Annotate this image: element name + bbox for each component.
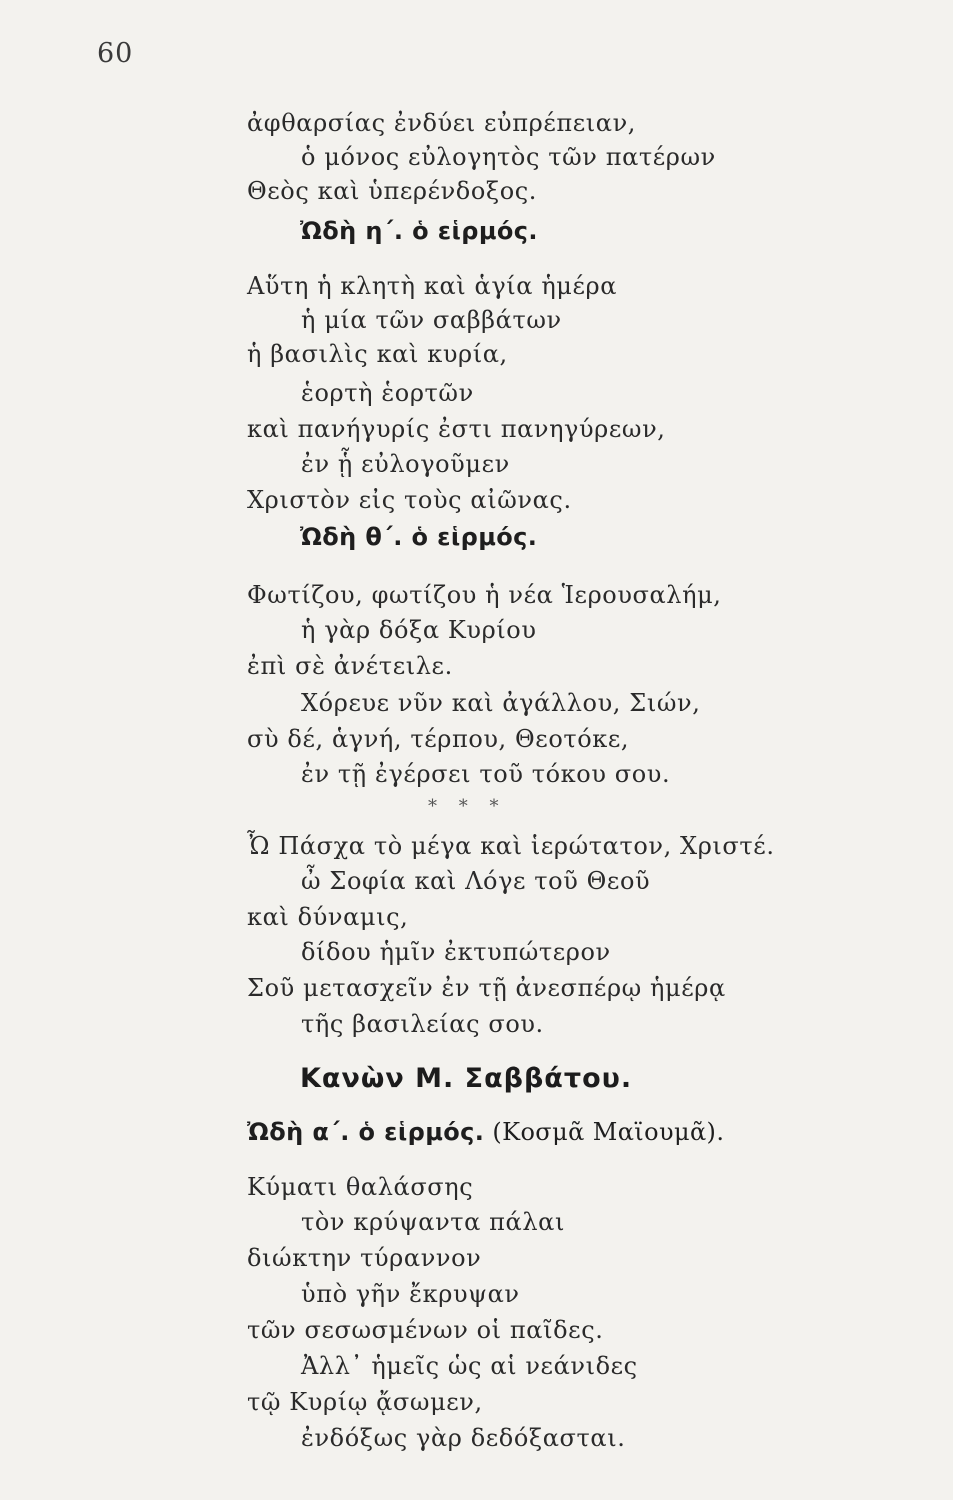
text-line: τῶν σεσωσμένων οἱ παῖδες.: [247, 1316, 604, 1344]
text-line: τῷ Κυρίῳ ᾄσωμεν,: [247, 1388, 483, 1416]
text-line: ὁ μόνος εὐλογητὸς τῶν πατέρων: [301, 143, 716, 171]
text-line: Σοῦ μετασχεῖν ἐν τῇ ἀνεσπέρῳ ἡμέρᾳ: [247, 974, 726, 1002]
text-line: ἡ μία τῶν σαββάτων: [301, 306, 562, 334]
section-divider: * * *: [428, 796, 507, 817]
text-line: ἐνδόξως γὰρ δεδόξασται.: [301, 1424, 626, 1452]
text-line: τῆς βασιλείας σου.: [301, 1010, 544, 1038]
text-line: καὶ δύναμις,: [247, 903, 409, 931]
text-line: ἐν ᾗ εὐλογοῦμεν: [301, 450, 510, 478]
text-line: τὸν κρύψαντα πάλαι: [301, 1208, 565, 1236]
text-line: ἡ γὰρ δόξα Κυρίου: [301, 616, 537, 644]
text-line: Χόρευε νῦν καὶ ἀγάλλου, Σιών,: [301, 689, 701, 717]
ode-heading-label: Ὠδὴ α΄. ὁ εἱρμός.: [247, 1118, 485, 1146]
text-line: ἐπὶ σὲ ἀνέτειλε.: [247, 652, 453, 680]
text-line: Ὦ Πάσχα τὸ μέγα καὶ ἱερώτατον, Χριστέ.: [247, 832, 775, 860]
text-line: ἀφθαρσίας ἐνδύει εὐπρέπειαν,: [247, 109, 637, 137]
ode-heading: Ὠδὴ θ΄. ὁ εἱρμός.: [300, 523, 538, 551]
text-line: Αὕτη ἡ κλητὴ καὶ ἁγία ἡμέρα: [247, 272, 618, 300]
text-line: Θεὸς καὶ ὑπερένδοξος.: [247, 177, 538, 205]
text-line: Χριστὸν εἰς τοὺς αἰῶνας.: [247, 486, 572, 514]
text-line: Φωτίζου, φωτίζου ἡ νέα Ἱερουσαλήμ,: [247, 581, 722, 609]
text-line: σὺ δέ, ἁγνή, τέρπου, Θεοτόκε,: [247, 725, 630, 753]
text-line: καὶ πανήγυρίς ἐστι πανηγύρεων,: [247, 415, 666, 443]
ode-heading: [247, 1120, 724, 1144]
text-line: Κύματι θαλάσσης: [247, 1173, 474, 1201]
text-line: Ἀλλ᾿ ἡμεῖς ὡς αἱ νεάνιδες: [301, 1352, 638, 1380]
ode-heading: Ὠδὴ η΄. ὁ εἱρμός.: [300, 217, 538, 245]
text-line: ὑπὸ γῆν ἔκρυψαν: [301, 1280, 520, 1308]
canon-title: Κανὼν Μ. Σαββάτου.: [300, 1063, 633, 1094]
text-line: δίδου ἡμῖν ἐκτυπώτερον: [301, 938, 611, 966]
page-number: 60: [97, 38, 134, 69]
text-line: ἐν τῇ ἐγέρσει τοῦ τόκου σου.: [301, 760, 671, 788]
text-line: ἡ βασιλὶς καὶ κυρία,: [247, 340, 508, 368]
ode-heading-attribution: (Κοσμᾶ Μαϊουμᾶ).: [484, 1118, 725, 1146]
text-line: ἑορτὴ ἑορτῶν: [301, 379, 474, 407]
text-line: διώκτην τύραννον: [247, 1244, 482, 1272]
text-line: ὦ Σοφία καὶ Λόγε τοῦ Θεοῦ: [301, 867, 651, 895]
